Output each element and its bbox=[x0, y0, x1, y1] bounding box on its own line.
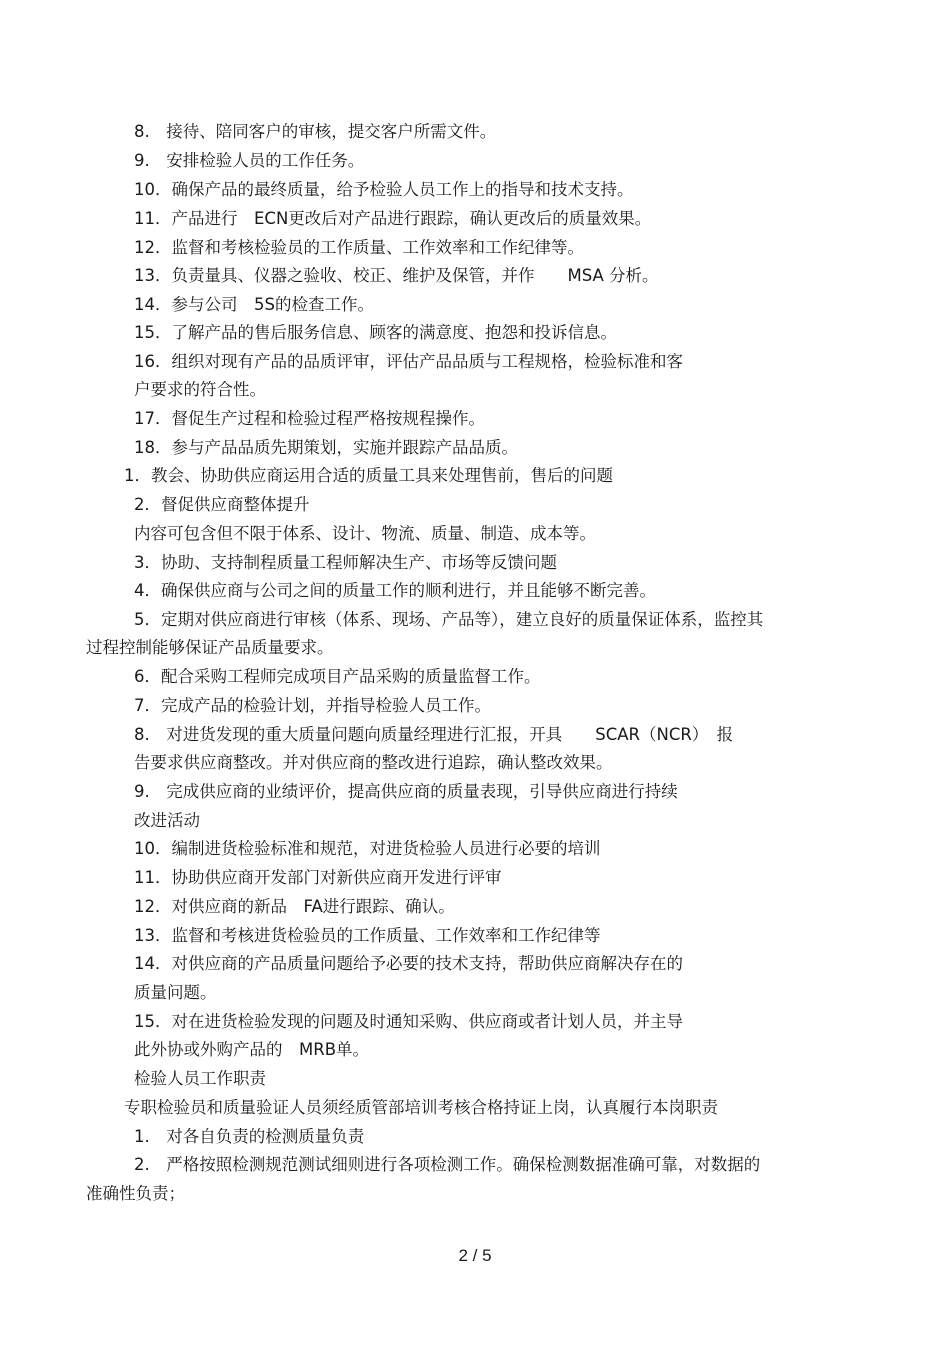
text-line-12: 18．参与产品品质先期策划，实施并跟踪产品品质。 bbox=[134, 438, 518, 457]
text-line-5: 12．监督和考核检验员的工作质量、工作效率和工作纪律等。 bbox=[134, 238, 584, 257]
text-line-27: 11．协助供应商开发部门对新供应商开发进行评审 bbox=[134, 868, 502, 887]
text-line-19: 过程控制能够保证产品质量要求。 bbox=[86, 638, 334, 657]
text-line-38: 准确性负责； bbox=[86, 1184, 185, 1203]
text-line-8: 15．了解产品的售后服务信息、顾客的满意度、抱怨和投诉信息。 bbox=[134, 323, 617, 342]
text-line-7: 14．参与公司 5S的检查工作。 bbox=[134, 295, 374, 314]
text-line-36: 1. 对各自负责的检测质量负责 bbox=[134, 1127, 365, 1146]
text-line-4: 11．产品进行 ECN更改后对产品进行跟踪，确认更改后的质量效果。 bbox=[134, 209, 652, 228]
text-line-15: 内容可包含但不限于体系、设计、物流、质量、制造、成本等。 bbox=[134, 524, 596, 543]
text-line-35: 专职检验员和质量验证人员须经质管部培训考核合格持证上岗，认真履行本岗职责 bbox=[124, 1098, 718, 1117]
page-number: 2 / 5 bbox=[458, 1246, 492, 1265]
text-line-28: 12．对供应商的新品 FA进行跟踪、确认。 bbox=[134, 897, 455, 916]
text-line-32: 15．对在进货检验发现的问题及时通知采购、供应商或者计划人员，并主导 bbox=[134, 1012, 683, 1031]
text-line-3: 10．确保产品的最终质量，给予检验人员工作上的指导和技术支持。 bbox=[134, 180, 634, 199]
text-line-1: 8. 接待、陪同客户的审核，提交客户所需文件。 bbox=[134, 122, 497, 141]
text-line-37: 2. 严格按照检测规范测试细则进行各项检测工作。确保检测数据准确可靠，对数据的 bbox=[134, 1155, 761, 1174]
text-line-18: 5．定期对供应商进行审核（体系、现场、产品等），建立良好的质量保证体系，监控其 bbox=[134, 610, 764, 629]
text-line-10: 户要求的符合性。 bbox=[134, 380, 266, 399]
text-line-30: 14．对供应商的产品质量问题给予必要的技术支持，帮助供应商解决存在的 bbox=[134, 954, 683, 973]
text-line-11: 17．督促生产过程和检验过程严格按规程操作。 bbox=[134, 409, 485, 428]
text-line-21: 7．完成产品的检验计划，并指导检验人员工作。 bbox=[134, 696, 491, 715]
text-line-9: 16．组织对现有产品的品质评审，评估产品品质与工程规格，检验标准和客 bbox=[134, 352, 683, 371]
text-line-31: 质量问题。 bbox=[134, 983, 217, 1002]
text-line-25: 改进活动 bbox=[134, 811, 200, 830]
section-heading: 检验人员工作职责 bbox=[134, 1069, 266, 1088]
text-line-29: 13．监督和考核进货检验员的工作质量、工作效率和工作纪律等 bbox=[134, 926, 601, 945]
text-line-17: 4．确保供应商与公司之间的质量工作的顺利进行，并且能够不断完善。 bbox=[134, 581, 656, 600]
text-line-6: 13．负责量具、仪器之验收、校正、维护及保管，并作 MSA 分析。 bbox=[134, 266, 659, 285]
text-line-23: 告要求供应商整改。并对供应商的整改进行追踪，确认整改效果。 bbox=[134, 753, 613, 772]
text-line-24: 9. 完成供应商的业绩评价，提高供应商的质量表现，引导供应商进行持续 bbox=[134, 782, 678, 801]
text-line-13: 1．教会、协助供应商运用合适的质量工具来处理售前，售后的问题 bbox=[124, 466, 613, 485]
text-line-16: 3．协助、支持制程质量工程师解决生产、市场等反馈问题 bbox=[134, 553, 557, 572]
text-line-22: 8. 对进货发现的重大质量问题向质量经理进行汇报，开具 SCAR（NCR） 报 bbox=[134, 725, 734, 744]
text-line-26: 10．编制进货检验标准和规范，对进货检验人员进行必要的培训 bbox=[134, 839, 601, 858]
text-line-14: 2．督促供应商整体提升 bbox=[134, 495, 310, 514]
text-line-33: 此外协或外购产品的 MRB单。 bbox=[134, 1040, 370, 1059]
text-line-2: 9. 安排检验人员的工作任务。 bbox=[134, 151, 365, 170]
text-line-20: 6．配合采购工程师完成项目产品采购的质量监督工作。 bbox=[134, 667, 541, 686]
